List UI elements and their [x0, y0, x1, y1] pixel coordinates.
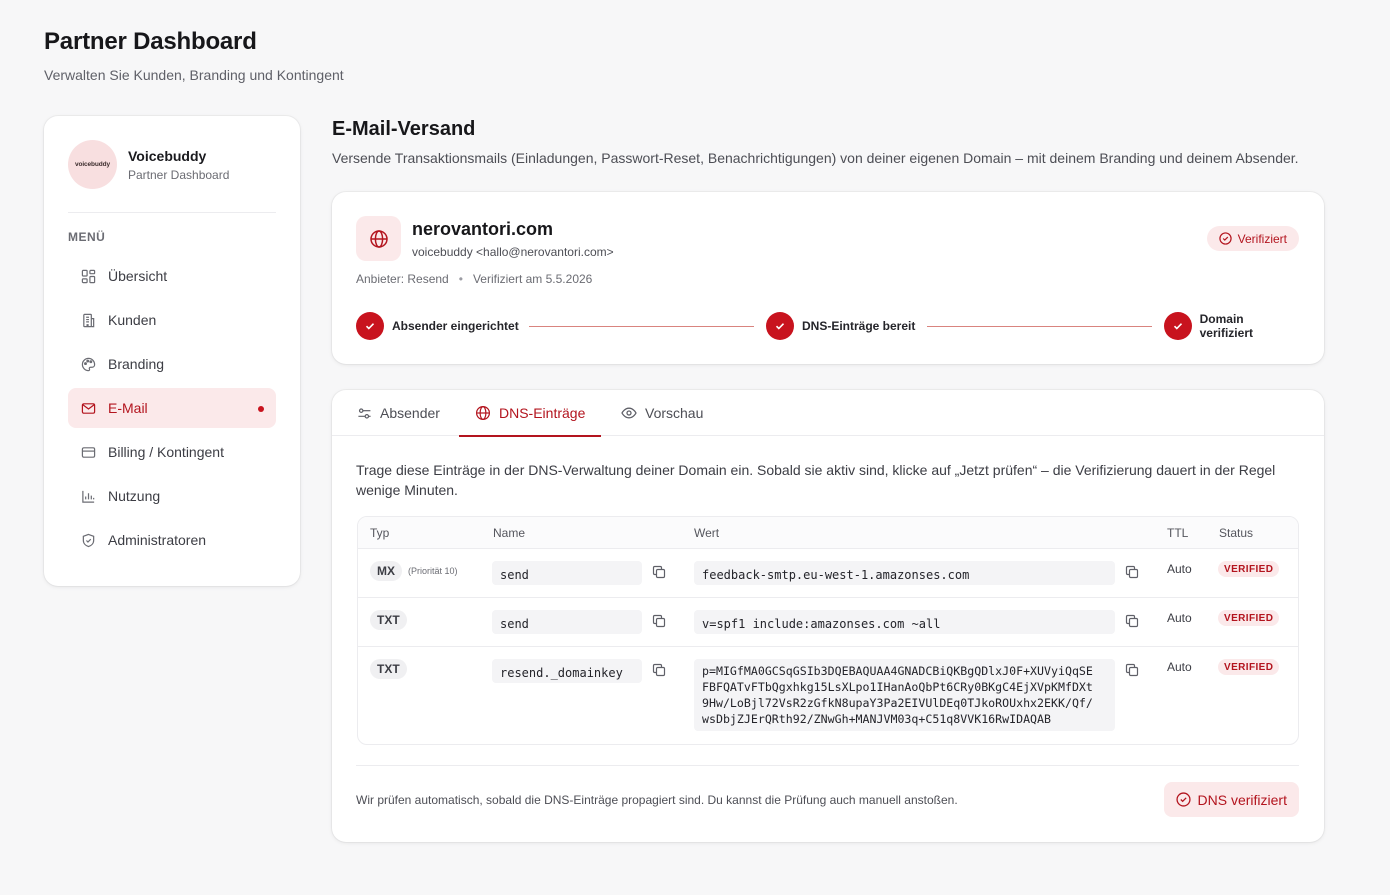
domain-sender: voicebuddy <hallo@nerovantori.com> [412, 245, 614, 259]
sidebar-item-administratoren[interactable] [68, 520, 276, 560]
step-sender [356, 312, 519, 340]
step-connector [927, 326, 1152, 327]
copy-icon[interactable] [1124, 662, 1140, 678]
record-status-badge: VERIFIED [1218, 561, 1279, 577]
tab-label: DNS-Einträge [499, 405, 586, 421]
record-ttl: Auto [1167, 611, 1192, 625]
shield-icon [80, 532, 96, 548]
dns-footer-text: Wir prüfen automatisch, sobald die DNS-Einträge propagiert sind. Du kannst die Prüfung auch manuell anstoßen. [356, 793, 958, 807]
record-ttl: Auto [1167, 660, 1192, 674]
sidebar-item-label: Übersicht [108, 268, 168, 284]
check-circle-icon [1219, 232, 1232, 245]
copy-icon[interactable] [651, 564, 667, 580]
tab-bar [332, 390, 1324, 436]
tab-absender[interactable] [357, 390, 440, 436]
column-header-ttl: TTL [1167, 526, 1189, 540]
mail-icon [80, 400, 96, 416]
page-header [44, 28, 344, 83]
record-priority: (Priorität 10) [408, 566, 458, 576]
globe-icon [475, 405, 491, 421]
sidebar-item-billing[interactable] [68, 432, 276, 472]
sidebar-item-branding[interactable] [68, 344, 276, 384]
sidebar-item-label: Branding [108, 356, 165, 372]
column-header-value: Wert [694, 526, 720, 540]
bar-chart-icon [80, 488, 96, 504]
sidebar-item-nutzung[interactable] [68, 476, 276, 516]
tab-dns-eintraege[interactable] [459, 390, 601, 436]
record-ttl: Auto [1167, 562, 1192, 576]
domain-verified-date: Verifiziert am 5.5.2026 [472, 272, 593, 286]
record-value-field[interactable]: p=MIGfMA0GCSqGSIb3DQEBAQUAA4GNADCBiQKBgQDlxJ0F+XUVyiQqSE FBFQATvFTbQgxhkg15LsXLpo1IHanAoQbPt6CRy0BKgC4EjXVpKMfDXt 9Hw/LoBjl72VsR2zGfkN8upaY3Pa2EIVUlDEq0TJkoROUxhx2EKK/Qf/ wsDbjZJErQRth92/ZNwGh+MANJVM03q+C51q8VVK16RwIDAQAB [694, 659, 1115, 731]
check-icon [766, 312, 794, 340]
copy-icon[interactable] [1124, 613, 1140, 629]
sidebar-item-email[interactable] [68, 388, 276, 428]
meta-separator: • [458, 272, 463, 286]
palette-icon [80, 356, 96, 372]
record-value-field[interactable]: feedback-smtp.eu-west-1.amazonses.com [694, 561, 1115, 585]
dns-intro-text: Trage diese Einträge in der DNS-Verwaltung deiner Domain ein. Sobald sie aktiv sind, klicke auf „Jetzt prüfen“ – die Verifizierung dauert in der Regel wenige Minuten. [356, 462, 1276, 498]
check-circle-icon [1176, 792, 1191, 807]
step-label: DNS-Einträge bereit [802, 319, 916, 333]
step-label: Absender eingerichtet [392, 319, 519, 333]
copy-icon[interactable] [651, 662, 667, 678]
record-type-badge: MX [370, 561, 402, 581]
copy-icon[interactable] [651, 613, 667, 629]
verification-steps [356, 312, 1299, 340]
record-name-field[interactable]: resend._domainkey [492, 659, 642, 683]
sidebar-item-label: Administratoren [108, 532, 207, 548]
footer-divider [356, 765, 1299, 766]
grid-icon [80, 268, 96, 284]
globe-icon [356, 216, 401, 261]
sidebar-item-kunden[interactable] [68, 300, 276, 340]
step-connector [529, 326, 754, 327]
brand-logo: voicebuddy [68, 140, 117, 189]
domain-provider: Anbieter: Resend [356, 272, 449, 286]
table-row [358, 598, 1298, 647]
dns-card [332, 390, 1324, 842]
sidebar-item-label: Billing / Kontingent [108, 444, 224, 460]
table-row [358, 647, 1298, 744]
sidebar-item-label: E-Mail [108, 400, 148, 416]
tab-label: Absender [380, 405, 440, 421]
record-type-badge: TXT [370, 659, 407, 679]
record-name-field[interactable]: send [492, 610, 642, 634]
table-header-row [358, 517, 1298, 549]
record-status-badge: VERIFIED [1218, 610, 1279, 626]
brand-subtitle: Partner Dashboard [128, 167, 230, 182]
tab-vorschau[interactable] [621, 390, 703, 436]
brand-name: Voicebuddy [128, 147, 207, 164]
domain-meta [356, 272, 592, 286]
table-row [358, 549, 1298, 598]
eye-icon [621, 405, 637, 421]
sidebar-divider [68, 212, 276, 213]
record-status-badge: VERIFIED [1218, 659, 1279, 675]
section-description: Versende Transaktionsmails (Einladungen, Passwort-Reset, Benachrichtigungen) von deiner eigenen Domain – mit deinem Branding und deinem Absender. [332, 150, 1299, 166]
record-name-field[interactable]: send [492, 561, 642, 585]
dns-verified-button[interactable] [1164, 782, 1299, 817]
page-subtitle: Verwalten Sie Kunden, Branding und Kontingent [44, 67, 344, 83]
sidebar-item-label: Kunden [108, 312, 157, 328]
page-title: Partner Dashboard [44, 28, 257, 55]
column-header-status: Status [1219, 526, 1254, 540]
sliders-icon [357, 406, 372, 421]
domain-card [332, 192, 1324, 364]
section-title: E-Mail-Versand [332, 118, 476, 140]
credit-card-icon [80, 444, 96, 460]
column-header-name: Name [493, 526, 526, 540]
sidebar-item-label: Nutzung [108, 488, 161, 504]
dns-verified-button-label: DNS verifiziert [1197, 791, 1287, 808]
check-icon [1164, 312, 1192, 340]
step-label: Domain verifiziert [1199, 312, 1253, 340]
copy-icon[interactable] [1124, 564, 1140, 580]
brand [68, 140, 229, 189]
tab-label: Vorschau [645, 405, 704, 421]
verified-status-badge [1207, 226, 1299, 251]
step-dns [766, 312, 915, 340]
sidebar-item-uebersicht[interactable] [68, 256, 276, 296]
building-icon [80, 312, 96, 328]
record-type-badge: TXT [370, 610, 407, 630]
column-header-type: Typ [370, 526, 390, 540]
check-icon [356, 312, 384, 340]
step-domain [1164, 312, 1299, 340]
record-value-field[interactable]: v=spf1 include:amazonses.com ~all [694, 610, 1115, 634]
verified-status-label: Verifiziert [1237, 231, 1287, 246]
sidebar [44, 116, 300, 586]
domain-name: nerovantori.com [412, 219, 554, 239]
sidebar-menu [68, 256, 276, 564]
active-indicator-dot [258, 406, 264, 412]
dns-records-table [357, 516, 1299, 745]
menu-heading: MENÜ [68, 230, 106, 244]
